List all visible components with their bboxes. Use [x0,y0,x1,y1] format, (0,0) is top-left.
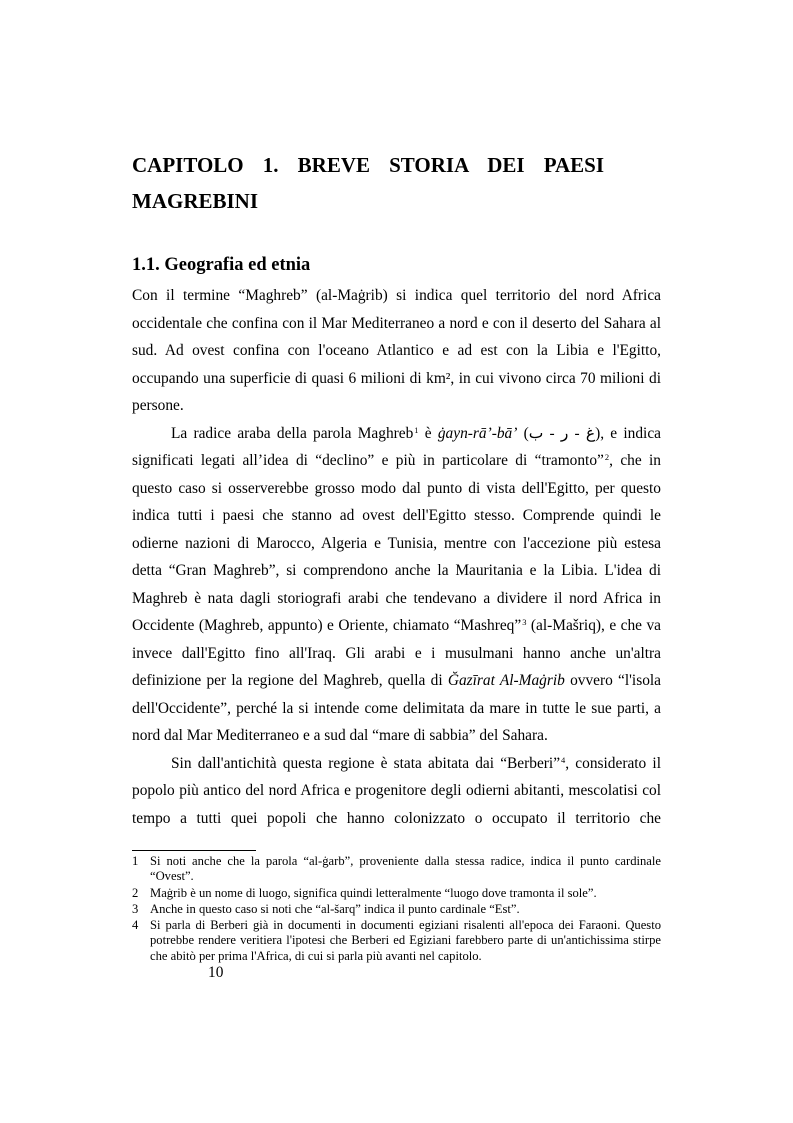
footnote-separator [132,850,256,851]
paragraph-3 [132,750,661,833]
text-line: occidentale che confina con il Mar Mediterraneo a nord e con il deserto del Sahara al [132,314,661,332]
footnote-number: 4 [132,918,139,933]
text-line: popolo più antico del nord Africa e progenitore degli odierni abitanti, mescolatisi col [132,782,661,799]
chapter-title [132,147,604,219]
footnote-number: 3 [132,901,139,916]
text-segment: definizione per la regione del Maghreb, quella di [132,672,448,689]
text-segment: Occidente (Maghreb, appunto) e Oriente, chiamato “Mashreq” [132,617,522,634]
text-line [132,447,661,475]
text-line: Maghreb è nata dagli storiografi arabi che tendevano a dividere il nord Africa in [132,589,661,607]
footnote-text [150,918,661,964]
text-line: tempo a tutti quei popoli che hanno colonizzato o occupato il territorio che [132,809,661,827]
text-line: Si noti anche che la parola “al-ġarb”, proveniente dalla stessa radice, indica il punto cardinale [150,854,661,868]
text-line [132,667,661,695]
footnote-reference: 1 [414,424,419,435]
text-line: sud. Ad ovest confina con l'oceano Atlantico e ad est con la Libia e l'Egitto, [132,342,661,359]
text-line [132,612,661,640]
text-line: detta “Gran Maghreb”, si comprendono anche la Mauritania e la Libia. L'idea di [132,562,661,579]
text-line: dell'Occidente”, perché la si intende come delimitata da mare in tutte le sue parti, a [132,699,661,717]
footnote-reference: 2 [604,452,610,463]
chapter-title-line-1: CAPITOLO 1. BREVE STORIA DEI PAESI [132,153,604,177]
text-line: invece dall'Egitto fino all'Iraq. Gli arabi e i musulmani hanno anche un'altra [132,644,661,662]
text-segment: è [418,424,438,442]
footnotes [132,854,661,965]
paragraph-1 [132,282,661,420]
text-line: Con il termine “Maghreb” (al-Maġrib) si indica quel territorio del nord Africa [132,287,661,304]
text-line: nord dal Mar Mediterraneo e a sud dal “mare di sabbia” del Sahara. [132,727,548,744]
chapter-title-line-2: MAGREBINI [132,189,259,213]
footnote [132,918,661,964]
text-line: indica tutti i paesi che stanno ad ovest dell'Egitto stesso. Comprende quindi le [132,507,661,524]
text-segment: La radice araba della parola Maghreb [171,424,414,442]
text-segment: (al-Mašriq), e che va [526,617,661,634]
footnote-number: 1 [132,854,139,868]
text-segment: ovvero “l'isola [564,672,661,689]
footnote [132,886,661,901]
text-line: che abitò per prima l'Africa, di cui si parla più avanti nel capitolo. [150,948,482,963]
text-line: odierne nazioni di Marocco, Algeria e Tunisia, mentre con l'accezione più estesa [132,534,661,552]
footnote-text [150,886,661,901]
text-line: Anche in questo caso si noti che “al-šarq” indica il punto cardinale “Est”. [150,901,520,916]
text-line: Si parla di Berberi già in documenti in documenti egiziani risalenti all'epoca dei Faraoni. Questo [150,918,661,933]
footnote-reference: 3 [522,617,527,628]
text-line: persone. [132,397,184,414]
italic-term: Ğazīrat Al-Maġrib [447,672,565,689]
text-segment: Sin dall'antichità questa regione è stata abitata dai “Berberi” [171,754,561,772]
footnote [132,902,661,917]
italic-term: ġayn-rā’-bā’ [437,424,518,442]
footnote-text [150,854,661,885]
text-line: questo caso si osserverebbe grosso modo dal punto di vista dell'Egitto, per questo [132,479,661,497]
text-line [132,750,661,778]
footnote [132,854,661,885]
text-segment: , considerato il [565,754,661,772]
text-line: “Ovest”. [150,869,194,884]
text-segment: , che in [609,452,662,469]
page-number: 10 [208,964,224,981]
text-segment: (غ - ر - ب), e indica [517,424,661,442]
text-segment: significati legati all’idea di “declino” e più in particolare di “tramonto” [132,452,604,469]
text-line: occupando una superficie di quasi 6 milioni di km², in cui vivono circa 70 milioni di [132,369,661,387]
text-line: Maġrib è un nome di luogo, significa quindi letteralmente “luogo dove tramonta il sole”. [150,885,597,900]
text-line: potrebbe rendere veritiera l'ipotesi che Berberi ed Egiziani farebbero parte di un'antichissima stirpe [150,933,661,948]
text-line [132,420,661,448]
section-heading: 1.1. Geografia ed etnia [132,255,311,275]
footnote-text [150,902,661,917]
footnote-reference: 4 [561,754,566,765]
paragraph-2 [132,420,661,750]
body-text [132,282,661,832]
footnote-number: 2 [132,885,139,900]
